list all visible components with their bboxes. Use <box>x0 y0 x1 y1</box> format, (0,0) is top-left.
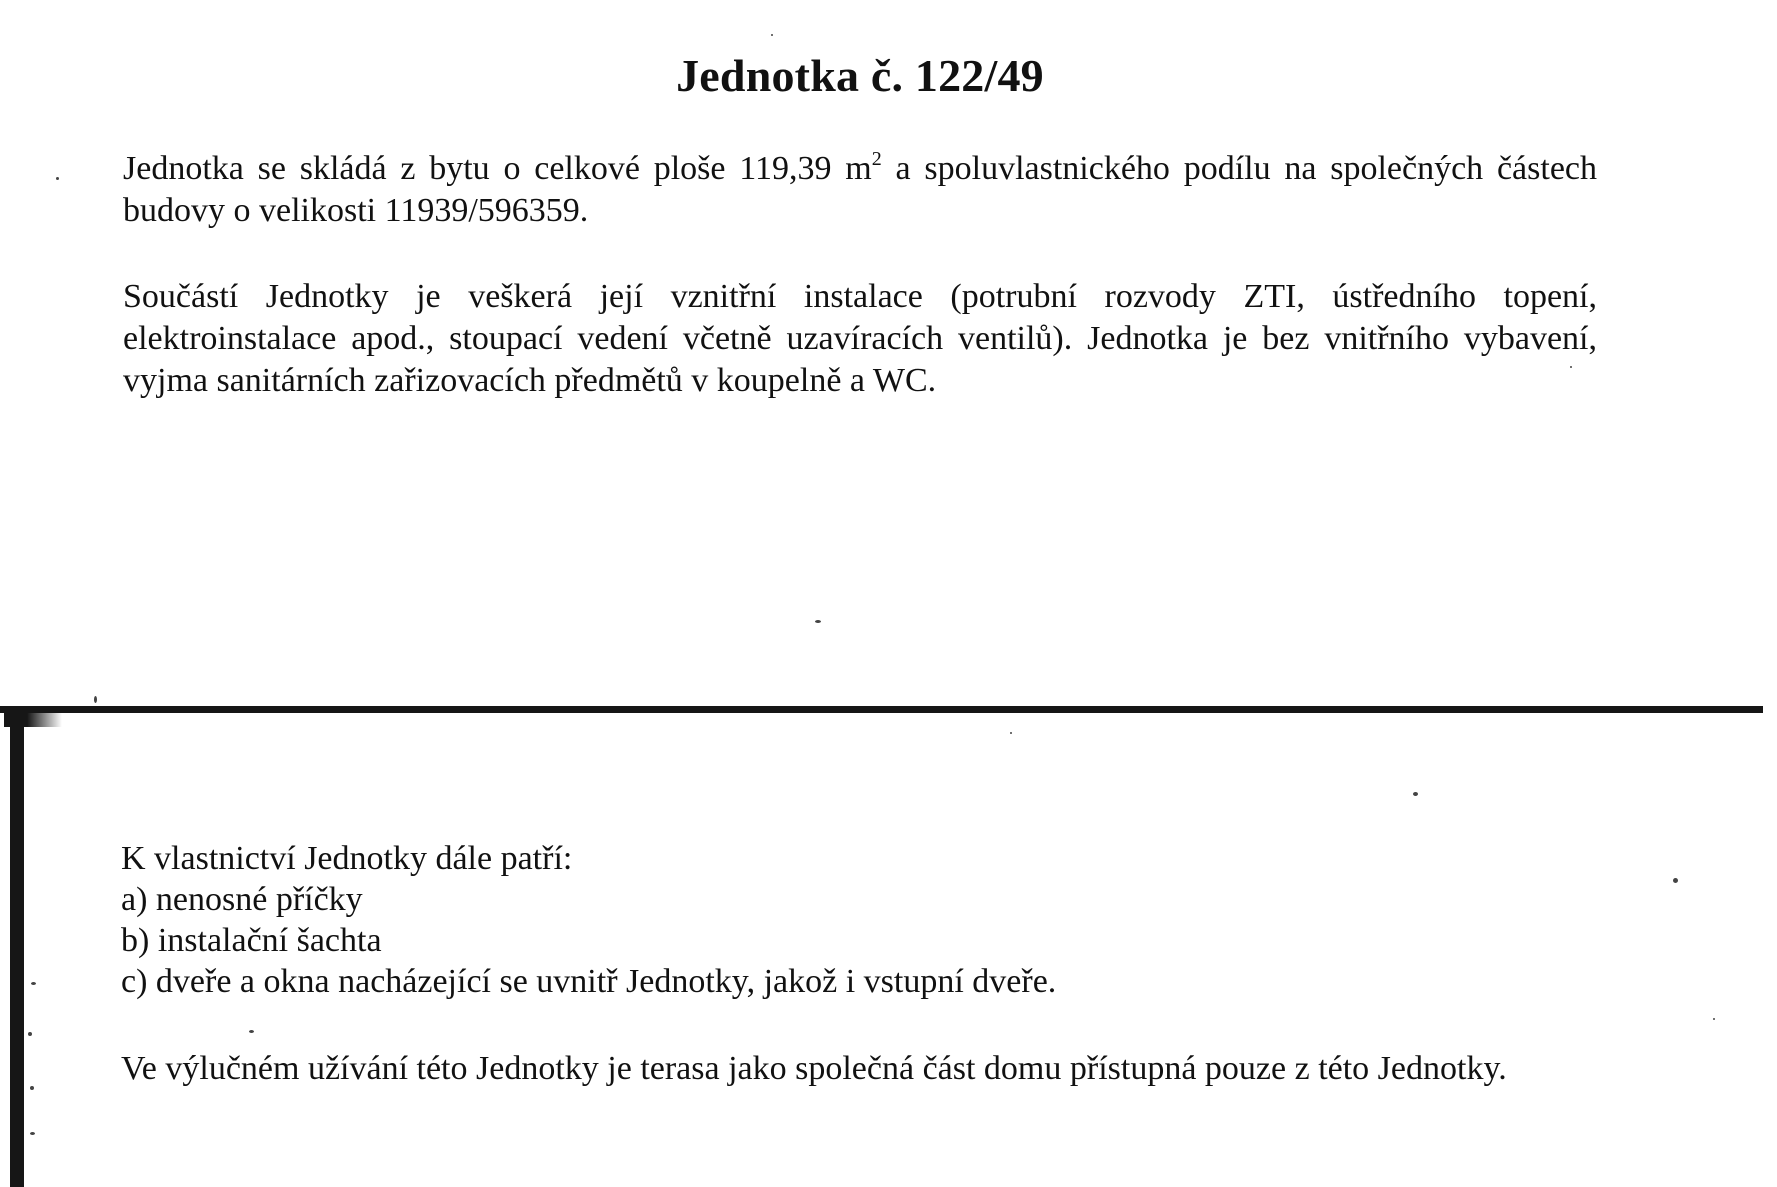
scan-speck <box>249 1030 254 1033</box>
ownership-item-a: a) nenosné příčky <box>121 881 363 918</box>
scan-speck <box>1010 732 1012 734</box>
ownership-list <box>121 838 1056 1002</box>
ownership-heading: K vlastnictví Jednotky dále patří: <box>121 840 573 877</box>
scan-speck <box>94 696 97 703</box>
scan-speck <box>771 34 773 36</box>
unit-composition-paragraph <box>123 148 1597 232</box>
unit-installations-paragraph: Součástí Jednotky je veškerá její vznitřní instalace (potrubní rozvody ZTI, ústředního topení, elektroinstalace apod., stoupací vedení včetně uzavíracích ventilů). Jednotka je bez vnitřního vybavení, vyjma sanitárních zařizovacích předmětů v koupelně a WC. <box>123 278 1597 399</box>
unit-composition-text-start: Jednotka se skládá z bytu o celkové ploše 119,39 m <box>123 150 872 187</box>
scan-speck <box>1713 1018 1715 1020</box>
square-meter-superscript: 2 <box>871 148 882 170</box>
scan-speck <box>30 1132 35 1135</box>
ownership-item-b: b) instalační šachta <box>121 922 382 959</box>
horizontal-divider <box>0 706 1763 713</box>
scan-speck <box>815 620 821 623</box>
scan-edge-corner <box>4 713 62 727</box>
scan-speck <box>1673 878 1678 883</box>
document-title: Jednotka č. 122/49 <box>676 50 1044 101</box>
scan-speck <box>56 177 59 180</box>
terrace-use-paragraph: Ve výlučném užívání této Jednotky je terasa jako společná část domu přístupná pouze z této Jednotky. <box>121 1050 1507 1087</box>
unit-composition-text-end: a spoluvlastnického podílu na společných částech budovy o velikosti 11939/596359. <box>123 150 1597 229</box>
ownership-item-c: c) dveře a okna nacházející se uvnitř Jednotky, jakož i vstupní dveře. <box>121 963 1057 1000</box>
scan-speck <box>30 1086 34 1090</box>
scan-speck <box>1570 366 1572 368</box>
scan-edge-shadow <box>10 713 24 1187</box>
scan-speck <box>1413 792 1418 796</box>
scan-speck <box>31 982 36 985</box>
scan-speck <box>28 1032 32 1036</box>
